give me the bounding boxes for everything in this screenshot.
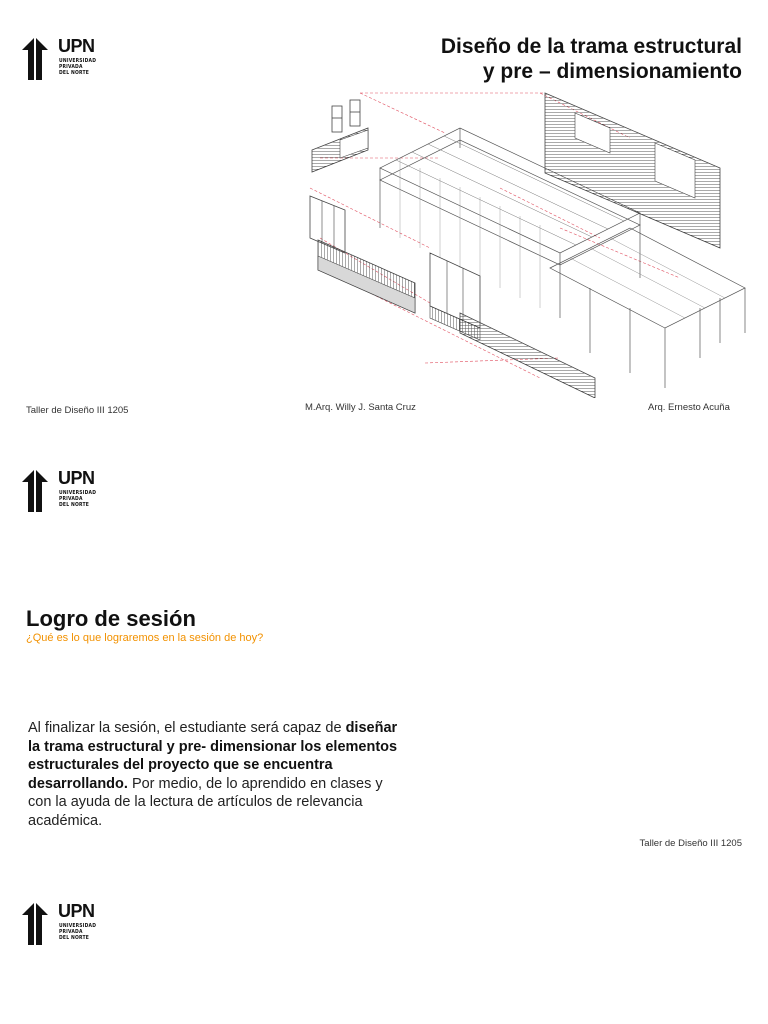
upn-arrow-icon bbox=[22, 470, 56, 512]
title-line-2: y pre – dimensionamiento bbox=[482, 60, 742, 83]
upn-logo bbox=[22, 903, 102, 949]
upn-logo bbox=[22, 38, 102, 84]
slide1-author-1: M.Arq. Willy J. Santa Cruz bbox=[305, 402, 416, 413]
section-heading: Logro de sesión bbox=[26, 606, 196, 631]
slide1-author-2: Arq. Ernesto Acuña bbox=[648, 402, 730, 413]
slide2-course-label: Taller de Diseño III 1205 bbox=[639, 838, 742, 849]
logo-brand: UPN bbox=[58, 36, 95, 56]
upn-logo bbox=[22, 470, 102, 516]
upn-arrow-icon bbox=[22, 38, 56, 80]
session-goal-paragraph bbox=[28, 719, 398, 830]
slide-title bbox=[441, 34, 742, 84]
logo-brand: UPN bbox=[58, 468, 95, 488]
logo-subtitle: UNIVERSIDAD PRIVADA DEL NORTE bbox=[59, 58, 97, 76]
paragraph-rest: Por medio, de lo aprendido en clases y con la ayuda de la lectura de artículos de relevancia académica. bbox=[28, 775, 383, 829]
section-subheading: ¿Qué es lo que lograremos en la sesión de hoy? bbox=[26, 632, 264, 644]
slide1-course-label: Taller de Diseño III 1205 bbox=[26, 405, 129, 416]
upn-arrow-icon bbox=[22, 903, 56, 945]
exploded-axonometric-drawing bbox=[300, 88, 750, 398]
logo-subtitle: UNIVERSIDAD PRIVADA DEL NORTE bbox=[59, 490, 97, 508]
logo-subtitle: UNIVERSIDAD PRIVADA DEL NORTE bbox=[59, 923, 97, 941]
logo-brand: UPN bbox=[58, 901, 95, 921]
paragraph-intro: Al finalizar la sesión, el estudiante será capaz de bbox=[28, 720, 346, 736]
title-line-1: Diseño de la trama estructural bbox=[440, 35, 742, 58]
paragraph-bold: diseñar la trama estructural y pre- dimensionar los elementos estructurales del proyecto que se encuentra desarrollando. bbox=[28, 720, 398, 792]
